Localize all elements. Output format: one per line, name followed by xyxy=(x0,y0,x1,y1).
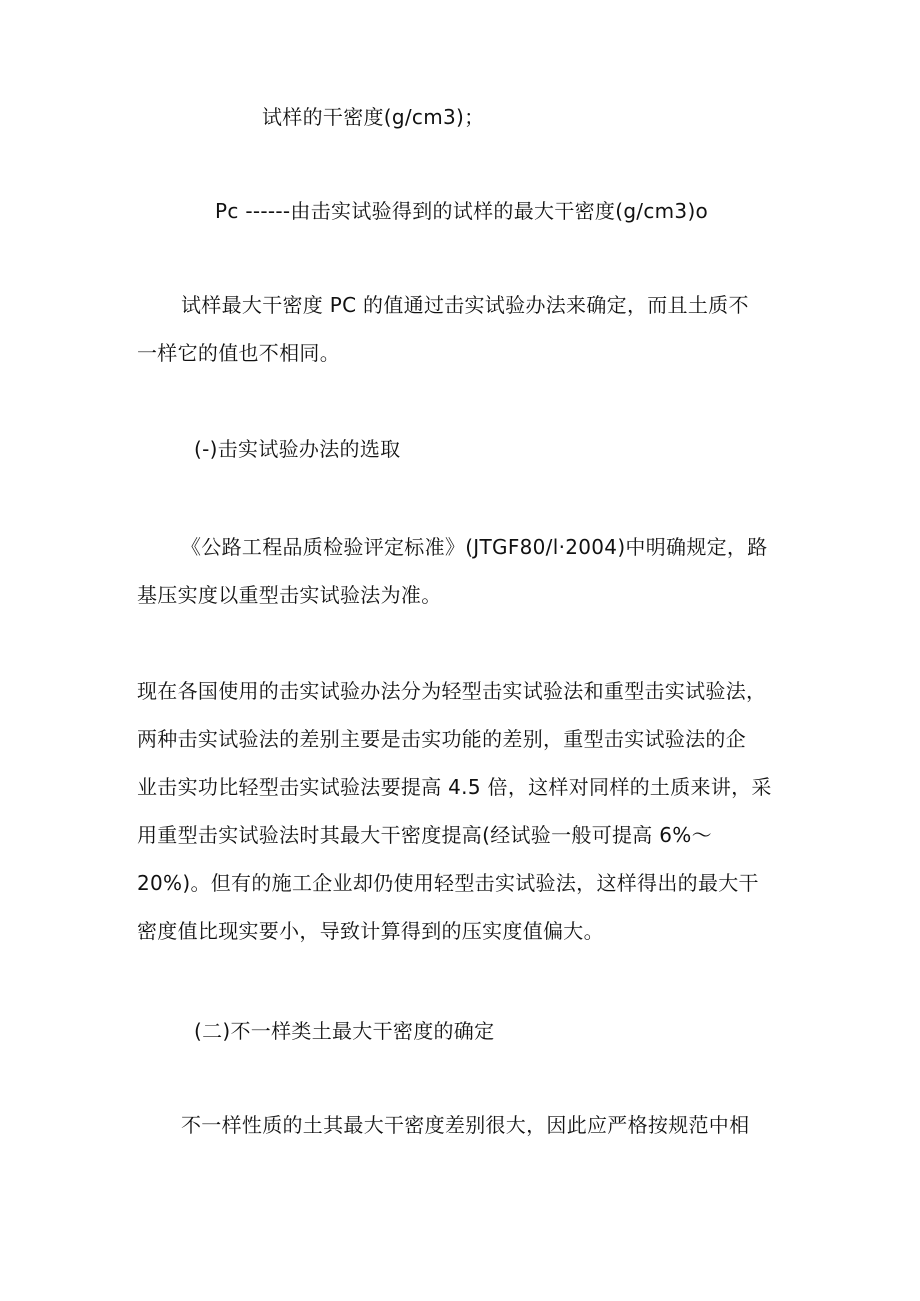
paragraph-line: 现在各国使用的击实试验办法分为轻型击实试验法和重型击实试验法， xyxy=(137,679,767,703)
paragraph-line: 20%)。但有的施工企业却仍使用轻型击实试验法，这样得出的最大干 xyxy=(137,871,759,895)
paragraph-line: 《公路工程品质检验评定标准》(JTGF80/l·2004)中明确规定，路 xyxy=(181,535,768,559)
paragraph-line: 试样最大干密度 PC 的值通过击实试验办法来确定，而且土质不 xyxy=(181,293,749,317)
paragraph-line: 不一样性质的土其最大干密度差别很大，因此应严格按规范中相 xyxy=(181,1113,750,1137)
paragraph-line: 两种击实试验法的差别主要是击实功能的差别，重型击实试验法的企 xyxy=(137,727,746,751)
paragraph-line: 密度值比现实要小，导致计算得到的压实度值偏大。 xyxy=(137,919,604,943)
paragraph-line: 一样它的值也不相同。 xyxy=(137,341,340,365)
section-heading-soil-types: (二)不一样类土最大干密度的确定 xyxy=(194,1019,495,1043)
paragraph-line: 业击实功比轻型击实试验法要提高 4.5 倍，这样对同样的土质来讲，采 xyxy=(137,775,772,799)
paragraph-line: 基压实度以重型击实试验法为准。 xyxy=(137,583,442,607)
paragraph-line: 用重型击实试验法时其最大干密度提高(经试验一般可提高 6%～ xyxy=(137,823,712,847)
section-heading-method-selection: (-)击实试验办法的选取 xyxy=(194,437,401,461)
definition-line-dry-density: 试样的干密度(g/cm3)； xyxy=(262,105,485,129)
definition-line-max-dry-density: Pc ------由击实试验得到的试样的最大干密度(g/cm3)o xyxy=(215,199,709,223)
